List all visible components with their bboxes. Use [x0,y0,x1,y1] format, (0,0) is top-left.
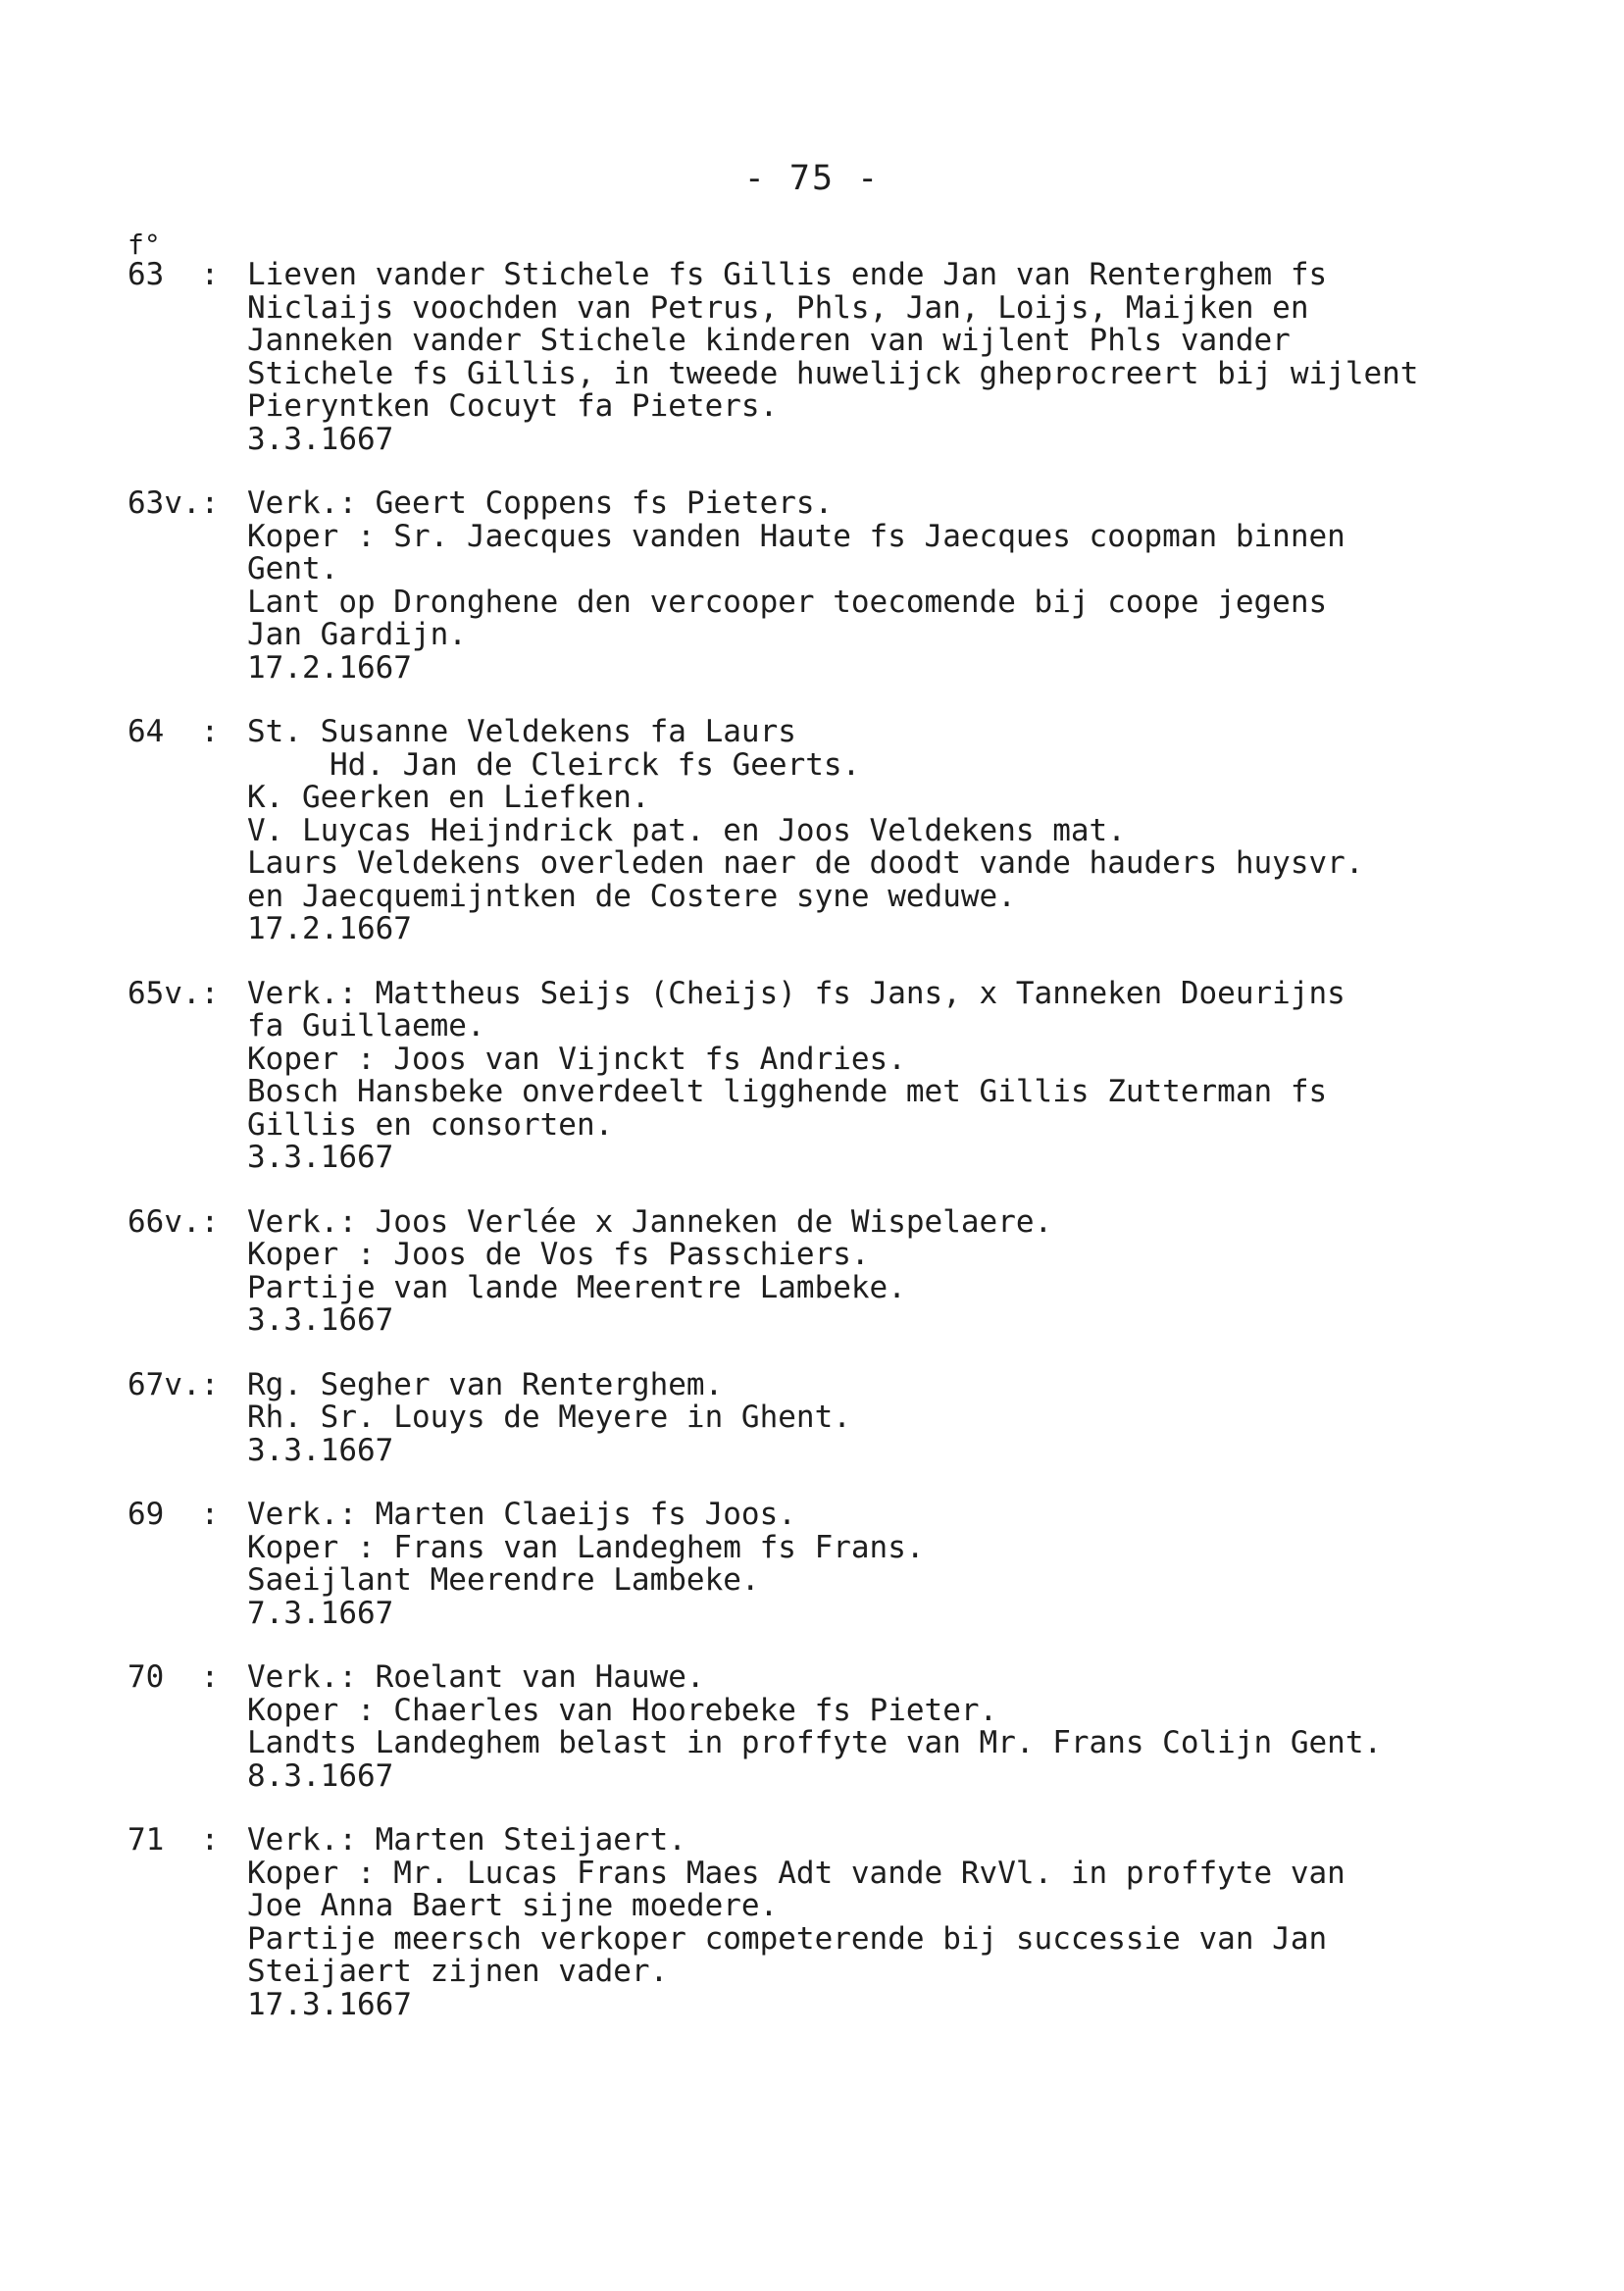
entry-line: Laurs Veldekens overleden naer de doodt vande hauders huysvr. [247,845,1364,881]
entry-line: Verk.: Marten Claeijs fs Joos. [247,1497,796,1532]
entry-folio: 69 : [127,1497,220,1532]
entry-line: Hd. Jan de Cleirck fs Geerts. [330,746,861,783]
entries-list [0,259,1624,2053]
entry-body [247,259,1551,456]
entry-line: St. Susanne Veldekens fa Laurs [247,714,796,749]
entry-line: Steijaert zijnen vader. [247,1954,669,1989]
entry-folio: 63v.: [127,485,220,521]
entry-line: Lant op Dronghene den vercooper toecomende bij coope jegens [247,584,1328,620]
entry-folio: 66v.: [127,1203,220,1240]
entry-line: Gent. [247,551,339,586]
entry-line: Koper : Sr. Jaecques vanden Haute fs Jaecques coopman binnen [247,518,1345,554]
entry-line: Verk.: Roelant van Hauwe. [247,1659,705,1695]
entry-body [247,487,1551,685]
entry-date: 3.3.1667 [247,1302,394,1338]
entry [0,1203,1624,1338]
entry-folio: 63 : [127,257,220,292]
entry-line: V. Luycas Heijndrick pat. en Joos Veldekens mat. [247,812,1126,848]
entry-body [247,716,1551,946]
entry-line: Stichele fs Gillis, in tweede huwelijck gheprocreert bij wijlent [247,355,1419,391]
entry-folio: 67v.: [127,1366,220,1402]
folio-header: f° [127,229,161,261]
entry-line: Bosch Hansbeke onverdeelt ligghende met Gillis Zutterman fs [247,1074,1328,1109]
entry-line: Landts Landeghem belast in proffyte van Mr. Frans Colijn Gent. [247,1725,1383,1760]
entry-line: Gillis en consorten. [247,1106,614,1143]
entry-line: Verk.: Geert Coppens fs Pieters. [247,485,834,521]
entry-date: 7.3.1667 [247,1595,394,1631]
entry [0,1366,1624,1468]
entry-body [247,1366,1551,1468]
entry-line: Verk.: Mattheus Seijs (Cheijs) fs Jans, x Tanneken Doeurijns [247,975,1345,1011]
entry-line: Partije van lande Meerentre Lambeke. [247,1269,906,1305]
entry-folio: 71 : [127,1822,220,1858]
entry-folio: 70 : [127,1659,220,1695]
entry-date: 17.2.1667 [247,911,412,946]
entry [0,1824,1624,2021]
entry-body [247,1661,1551,1793]
entry [0,716,1624,946]
entry [0,487,1624,685]
entry-line: Jan Gardijn. [247,617,467,652]
entry-line: Janneken vander Stichele kinderen van wijlent Phls vander [247,323,1291,358]
entry-body [247,1203,1551,1338]
entry-body [247,1824,1551,2021]
entry-line: Verk.: Marten Steijaert. [247,1822,686,1858]
entry-line: Niclaijs voochden van Petrus, Phls, Jan, Loijs, Maijken en [247,289,1309,326]
entry-body [247,1499,1551,1630]
entry-date: 3.3.1667 [247,421,394,457]
entry-line: Koper : Joos van Vijnckt fs Andries. [247,1041,906,1077]
entry-line: Rg. Segher van Renterghem. [247,1366,724,1402]
entry-line: Rh. Sr. Louys de Meyere in Ghent. [247,1400,851,1435]
entry-folio: 65v.: [127,975,220,1011]
entry-date: 8.3.1667 [247,1757,394,1794]
entry-line: Partije meersch verkoper competerende bij successie van Jan [247,1920,1328,1957]
entry-line: Verk.: Joos Verlée x Janneken de Wispelaere. [247,1203,1053,1240]
entry [0,975,1624,1175]
entry-folio: 64 : [127,714,220,749]
entry [0,259,1624,456]
entry-line: Pieryntken Cocuyt fa Pieters. [247,388,779,424]
entry-line: Koper : Joos de Vos fs Passchiers. [247,1237,870,1272]
page-number: - 75 - [743,159,881,198]
entry-line: Lieven vander Stichele fs Gillis ende Jan van Renterghem fs [247,257,1328,292]
entry-line: Koper : Mr. Lucas Frans Maes Adt vande RvVl. in proffyte van [247,1855,1345,1891]
entry-date: 3.3.1667 [247,1140,394,1175]
entry-date: 17.3.1667 [247,1986,412,2022]
entry-line: en Jaecquemijntken de Costere syne weduwe. [247,878,1016,914]
entry-line: Koper : Frans van Landeghem fs Frans. [247,1529,925,1565]
entry-line: Saeijlant Meerendre Lambeke. [247,1562,760,1598]
entry-line: fa Guillaeme. [247,1008,485,1044]
entry-date: 3.3.1667 [247,1432,394,1468]
entry [0,1661,1624,1793]
entry-line: K. Geerken en Liefken. [247,780,650,815]
entry-line: Joe Anna Baert sijne moedere. [247,1888,779,1923]
entry-line: Koper : Chaerles van Hoorebeke fs Pieter. [247,1692,998,1728]
entry-date: 17.2.1667 [247,649,412,686]
entry-body [247,975,1551,1175]
entry [0,1499,1624,1630]
